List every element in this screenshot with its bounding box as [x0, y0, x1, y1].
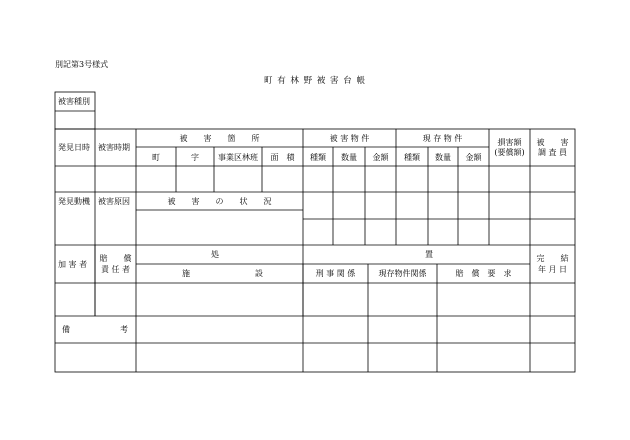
header-higai-kasho: 被 害 箇 所 — [179, 134, 260, 143]
header-higai-genin: 被害原因 — [98, 197, 130, 206]
header-kagaisha: 加 害 者 — [58, 260, 88, 269]
header-keiji-kankei: 刑 事 関 係 — [315, 269, 356, 278]
header-higai-shubetsu: 被害種別 — [58, 97, 90, 106]
header-chosain: 調 査 員 — [537, 148, 568, 157]
header-shisetsu-b: 設 — [255, 269, 263, 278]
header-yoshogaku: (要償額) — [494, 148, 525, 157]
header-menseki: 面 積 — [270, 153, 295, 162]
header-kanketsu: 完 結 — [536, 254, 569, 263]
header-songaigaku: 損害額 — [497, 138, 522, 147]
header-shisetsu-a: 施 — [182, 269, 190, 278]
header-higai: 被 害 — [536, 138, 569, 147]
header-jigyoku-rinpan: 事業区林班 — [218, 153, 258, 162]
header-baisho: 賠 償 — [99, 254, 132, 263]
header-shurui-2: 種類 — [404, 153, 420, 162]
header-kingaku: 金額 — [372, 153, 389, 162]
header-sekininsha: 責 任 者 — [100, 265, 131, 274]
header-machi: 町 — [152, 153, 160, 162]
header-higai-no-jokyo: 被 害 の 状 況 — [167, 197, 272, 206]
header-genzon-bukken: 現 存 物 件 — [422, 134, 463, 143]
header-genzon-kankei: 現存物件関係 — [378, 269, 427, 278]
header-higai-bukken: 被 害 物 件 — [329, 134, 370, 143]
header-shurui: 種類 — [310, 153, 326, 162]
header-sho: 処 — [211, 250, 219, 259]
header-hakken-doki: 発見動機 — [58, 197, 90, 206]
form-label: 別記第3号様式 — [55, 60, 109, 69]
header-biko-b: 考 — [120, 325, 128, 334]
header-kingaku-2: 金額 — [465, 153, 482, 162]
header-chi: 置 — [425, 250, 433, 259]
header-nengappi: 年 月 日 — [537, 265, 568, 274]
header-suryo-2: 数量 — [435, 153, 451, 162]
page-title: 町 有 林 野 被 害 台 帳 — [264, 76, 366, 86]
header-hakken-nichiji: 発見日時 — [58, 143, 90, 152]
header-baisho-yokyu: 賠 償 要 求 — [455, 269, 512, 278]
header-suryo: 数量 — [341, 153, 357, 162]
header-biko-a: 備 — [62, 325, 70, 334]
header-aza: 字 — [191, 153, 199, 162]
header-higai-jiki: 被害時期 — [98, 143, 130, 152]
